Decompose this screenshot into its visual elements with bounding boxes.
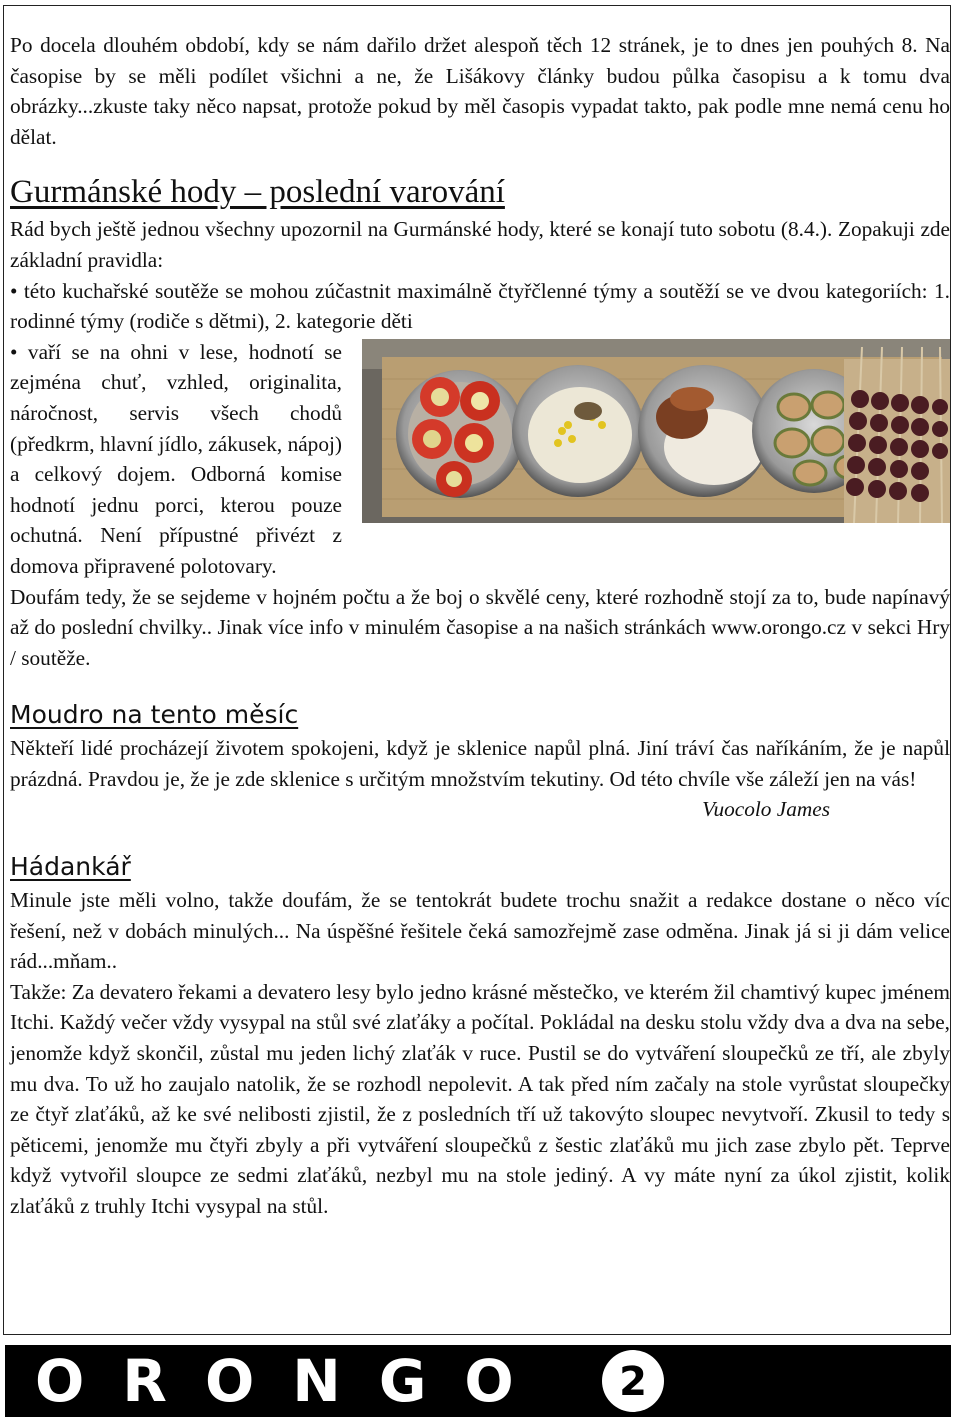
moudro-heading: Moudro na tento měsíc — [10, 700, 299, 730]
gurman-bullet-1: • této kuchařské soutěže se mohou zúčastnit maximálně čtyřčlenné týmy a soutěží se ve dvou kategoriích: 1. rodinné týmy (rodiče s dětmi), 2. kategorie děti — [10, 278, 950, 334]
gurman-heading: Gurmánské hody – poslední varování — [10, 174, 505, 211]
page-number: 2 — [619, 1359, 647, 1405]
orongo-logo — [35, 1347, 552, 1415]
svg-text:ORONGO: ORONGO — [35, 1347, 552, 1415]
intro-paragraph: Po docela dlouhém období, kdy se nám dařilo držet alespoň těch 12 stránek, je to dnes jen pouhých 8. Na časopise by se měli podílet všichni a ne, že Lišákovy články budou půlka časopisu a k tomu dva obrázky...zkuste taky něco napsat, protože pokud by měl časopis vypadat takto, pak podle mne nemá cenu ho dělat. — [10, 33, 950, 149]
moudro-author: Vuocolo James — [702, 797, 830, 822]
hadankar-heading: Hádankář — [10, 852, 131, 882]
gurman-paragraph-1: Rád bych ještě jednou všechny upozornil na Gurmánské hody, které se konají tuto sobotu (8.4.). Zopakuji zde základní pravidla: — [10, 217, 950, 272]
hadankar-riddle: Takže: Za devatero řekami a devatero lesy bylo jedno krásné městečko, ve kterém žil chamtivý kupec jménem Itchi. Každý večer vždy vysypal na stůl své zlaťáky a počítal. Pokládal na desku stolu vždy dva a dva na sebe, jenomže když skončil, zůstal mu jeden lichý zlaťák v ruce. Pustil se do vytváření sloupečků ze tří, ale zbyly mu dva. To už ho zaujalo natolik, že se rozhodl nepolevit. A tak před ním začaly na stole vyrůstat sloupečky ze čtyř zlaťáků, až ke své nelibosti zjistil, že z posledních tří už takovýto sloupec nevytvoří. Zkusil to tedy s pěticemi, jenomže mu čtyři zbyly a při vytváření sloupečků z šestic zlaťáků mu jich zase zbylo pět. Teprve když vytvořil sloupce ze sedmi zlaťáků, nezbyl mu na stole jediný. A vy máte nyní za úkol zjistit, kolik zlaťáků z truhly Itchi vysypal na stůl. — [10, 979, 950, 1218]
moudro-quote: Někteří lidé procházejí životem spokojeni, když je sklenice napůl plná. Jiní tráví čas naříkáním, že je napůl prázdná. Pravdou je, že je zde sklenice s určitým množstvím tekutiny. Od této chvíle vše záleží jen na vás! — [10, 736, 950, 791]
gurman-bullet-2: • vaří se na ohni v lese, hodnotí se zejména chuť, vzhled, originalita, náročnost, servis všech chodů (předkrm, hlavní jídlo, zákusek, nápoj) a celkový dojem. Odborná komise hodnotí jednu porci, kterou pouze ochutná. Není přípustné přivézt z domova připravené polotovary. — [10, 339, 342, 578]
orongo-footer-banner — [5, 1345, 951, 1417]
article-column — [10, 30, 950, 1222]
hadankar-intro: Minule jste měli volno, takže doufám, že se tentokrát budete trochu snažit a redakce dostane o něco víc řešení, než v dobách minulých... Na úspěšné řešitele čeká samozřejmě zase odměna. Jinak já si ji dám velice rád...mňam.. — [10, 888, 950, 974]
gurman-closing: Doufám tedy, že se sejdeme v hojném počtu a že boj o skvělé ceny, které rozhodně stojí za to, bude napínavý až do poslední chvilky.. Jinak více info v minulém časopise a na našich stránkách www.orongo.cz v sekci Hry / soutěže. — [10, 584, 950, 670]
food-photo — [362, 339, 950, 523]
